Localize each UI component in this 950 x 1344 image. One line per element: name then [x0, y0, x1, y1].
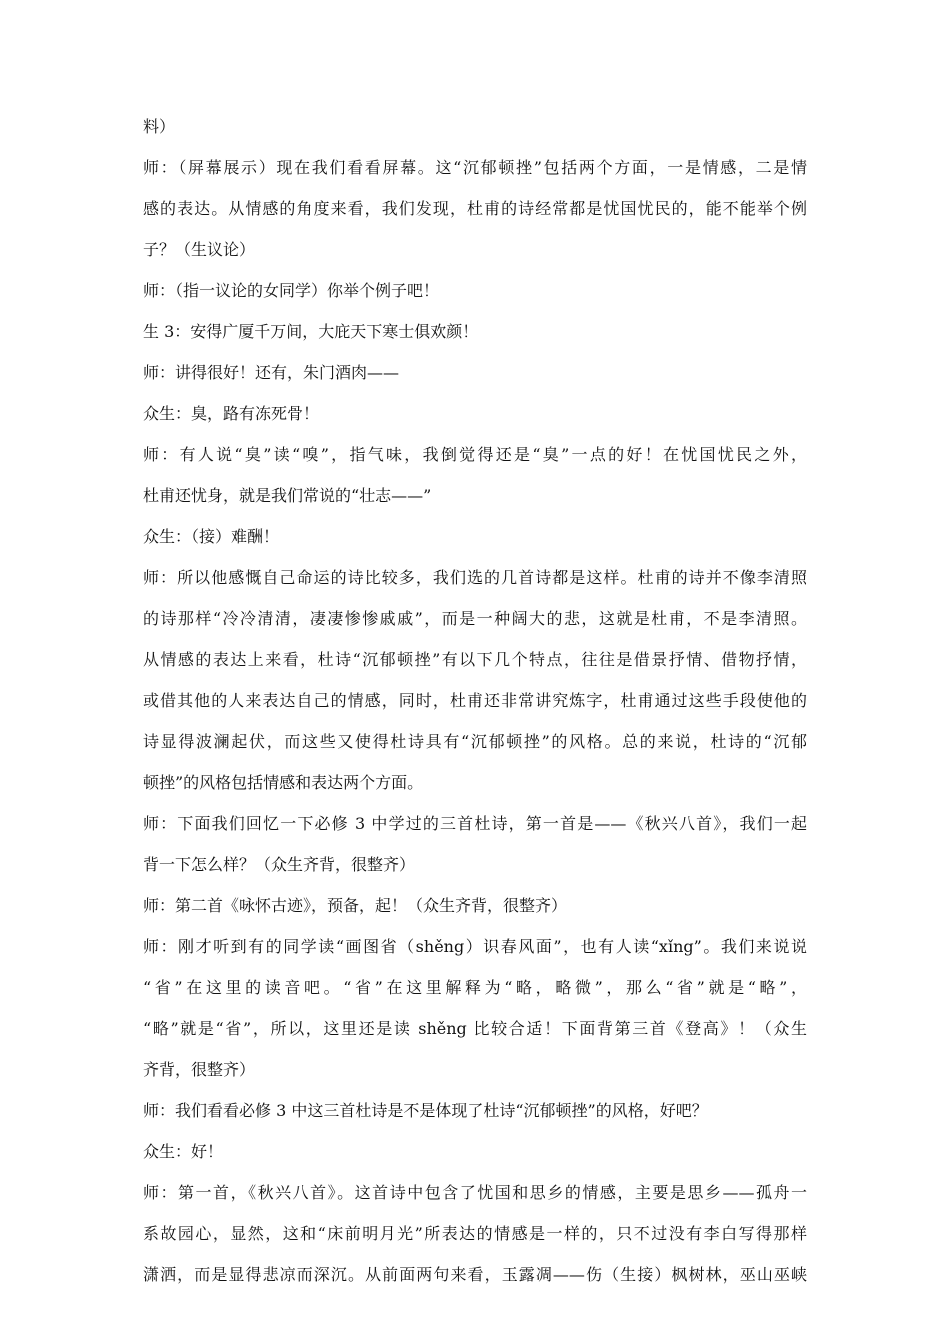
- text-line: 师：刚才听到有的同学读“画图省（shěng）识春风面”，也有人读“xǐng”。我们来说说: [143, 937, 807, 956]
- text-line: 的诗那样“冷冷清清，凄凄惨惨戚戚”，而是一种阔大的悲，这就是杜甫，不是李清照。: [143, 609, 807, 628]
- text-line: 师：有人说“臭”读“嗅”，指气味，我倒觉得还是“臭”一点的好！在忧国忧民之外，: [143, 445, 807, 464]
- text-line: 师：我们看看必修 3 中这三首杜诗是不是体现了杜诗“沉郁顿挫”的风格，好吧？: [143, 1101, 708, 1120]
- text-line: 杜甫还忧身，就是我们常说的“壮志——”: [143, 486, 432, 505]
- text-line: 师：下面我们回忆一下必修 3 中学过的三首杜诗，第一首是——《秋兴八首》，我们一起: [143, 814, 807, 833]
- text-line: 潇洒，而是显得悲凉而深沉。从前面两句来看，玉露凋——伤（生接）枫树林，巫山巫峡: [143, 1265, 807, 1284]
- text-line: “省”在这里的读音吧。“省”在这里解释为“略，略微”，那么“省”就是“略”，: [143, 978, 807, 997]
- text-line: 师：所以他感慨自己命运的诗比较多，我们选的几首诗都是这样。杜甫的诗并不像李清照: [143, 568, 807, 587]
- text-line: 生 3：安得广厦千万间，大庇天下寒士俱欢颜！: [143, 322, 479, 341]
- text-line: 系故园心，显然，这和“床前明月光”所表达的情感是一样的，只不过没有李白写得那样: [143, 1224, 807, 1243]
- text-line: 子？（生议论）: [143, 240, 256, 259]
- text-line: 诗显得波澜起伏，而这些又使得杜诗具有“沉郁顿挫”的风格。总的来说，杜诗的“沉郁: [143, 732, 807, 751]
- text-line: “略”就是“省”，所以，这里还是读 shěng 比较合适！下面背第三首《登高》！（众生: [143, 1019, 807, 1038]
- text-line: 齐背，很整齐）: [143, 1060, 256, 1079]
- text-line: 料）: [143, 117, 176, 136]
- text-line: 师：（指一议论的女同学）你举个例子吧！: [143, 281, 440, 300]
- text-line: 众生：（接）难酬！: [143, 527, 280, 546]
- text-line: 师：讲得很好！还有，朱门酒肉——: [143, 363, 400, 382]
- document-body: [143, 112, 807, 1301]
- text-line: 从情感的表达上来看，杜诗“沉郁顿挫”有以下几个特点，往往是借景抒情、借物抒情，: [143, 650, 807, 669]
- text-line: 顿挫”的风格包括情感和表达两个方面。: [143, 773, 424, 792]
- text-line: 师：（屏幕展示）现在我们看看屏幕。这“沉郁顿挫”包括两个方面，一是情感，二是情: [143, 158, 807, 177]
- text-line: 师：第一首，《秋兴八首》。这首诗中包含了忧国和思乡的情感，主要是思乡——孤舟一: [143, 1183, 807, 1202]
- text-line: 背一下怎么样？（众生齐背，很整齐）: [143, 855, 416, 874]
- text-line: 众生：臭，路有冻死骨！: [143, 404, 320, 423]
- text-line: 感的表达。从情感的角度来看，我们发现，杜甫的诗经常都是忧国忧民的，能不能举个例: [143, 199, 807, 218]
- text-line: 众生：好！: [143, 1142, 224, 1161]
- text-line: 师：第二首《咏怀古迹》，预备，起！（众生齐背，很整齐）: [143, 896, 568, 915]
- text-line: 或借其他的人来表达自己的情感，同时，杜甫还非常讲究炼字，杜甫通过这些手段使他的: [143, 691, 807, 710]
